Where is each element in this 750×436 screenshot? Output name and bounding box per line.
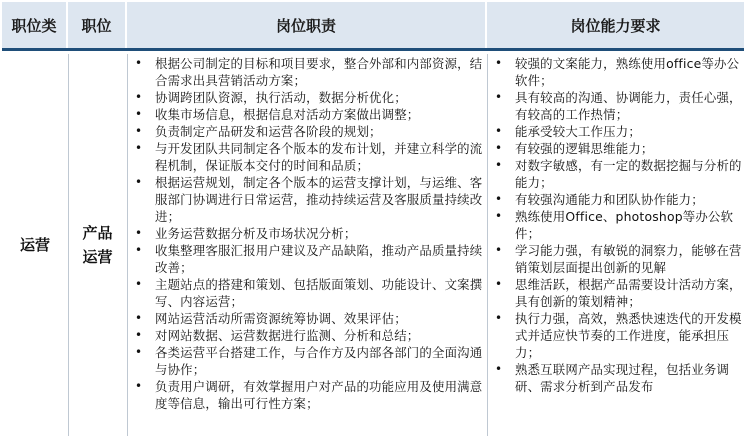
header-position: 职位 [68, 2, 127, 48]
list-item: • 收集整理客服汇报用户建议及产品缺陷，推动产品质量持续改善； [127, 242, 487, 276]
category-text: 运营 [19, 236, 50, 254]
list-item: • 较强的文案能力，熟练使用office等办公软件； [487, 55, 744, 89]
list-item: • 根据运营规划，制定各个版本的运营支撑计划，与运维、客服部门协调进行日常运营，推动持续运营及客服质量持续改进； [127, 174, 487, 225]
table-header [2, 2, 744, 48]
category-cell [2, 54, 68, 436]
responsibilities-list [127, 55, 487, 412]
list-item: • 思维活跃，根据产品需要设计活动方案，具有创新的策划精神； [487, 276, 744, 310]
requirements-list [487, 55, 744, 395]
list-item: • 对网站数据、运营数据进行监测、分析和总结； [127, 327, 487, 344]
header-category: 职位类 [2, 2, 68, 48]
list-item: • 能承受较大工作压力； [487, 123, 744, 140]
list-item: • 有较强的逻辑思维能力； [487, 140, 744, 157]
position-text: 产品运营 [82, 224, 113, 266]
list-item: • 有较强沟通能力和团队协作能力； [487, 191, 744, 208]
header-divider [2, 48, 744, 51]
column-divider [68, 54, 69, 436]
position-cell [68, 54, 127, 436]
header-requirements: 岗位能力要求 [487, 2, 744, 48]
list-item: • 网站运营活动所需资源统筹协调、效果评估； [127, 310, 487, 327]
list-item: • 对数字敏感，有一定的数据挖掘与分析的能力； [487, 157, 744, 191]
list-item: • 各类运营平台搭建工作，与合作方及内部各部门的全面沟通与协作； [127, 344, 487, 378]
list-item: • 根据公司制定的目标和项目要求，整合外部和内部资源，结合需求出具营销活动方案； [127, 55, 487, 89]
list-item: • 协调跨团队资源，执行活动，数据分析优化； [127, 89, 487, 106]
list-item: • 负责用户调研，有效掌握用户对产品的功能应用及使用满意度等信息，输出可行性方案； [127, 378, 487, 412]
requirements-cell [487, 54, 744, 436]
list-item: • 学习能力强，有敏锐的洞察力，能够在营销策划层面提出创新的见解 [487, 242, 744, 276]
list-item: • 熟练使用Office、photoshop等办公软件； [487, 208, 744, 242]
responsibilities-cell [127, 54, 487, 436]
list-item: • 熟悉互联网产品实现过程，包括业务调研、需求分析到产品发布 [487, 361, 744, 395]
header-responsibilities: 岗位职责 [127, 2, 487, 48]
column-divider [127, 54, 128, 436]
list-item: • 业务运营数据分析及市场状况分析； [127, 225, 487, 242]
list-item: • 主题站点的搭建和策划、包括版面策划、功能设计、文案撰写、内容运营； [127, 276, 487, 310]
list-item: • 具有较高的沟通、协调能力，责任心强，有较高的工作热情； [487, 89, 744, 123]
list-item: • 负责制定产品研发和运营各阶段的规划； [127, 123, 487, 140]
list-item: • 执行力强，高效，熟悉快速迭代的开发模式并适应快节奏的工作进度，能承担压力； [487, 310, 744, 361]
list-item: • 与开发团队共同制定各个版本的发布计划，并建立科学的流程机制，保证版本交付的时间和品质； [127, 140, 487, 174]
job-table [2, 2, 744, 434]
list-item: • 收集市场信息，根据信息对活动方案做出调整； [127, 106, 487, 123]
column-divider [487, 54, 488, 436]
